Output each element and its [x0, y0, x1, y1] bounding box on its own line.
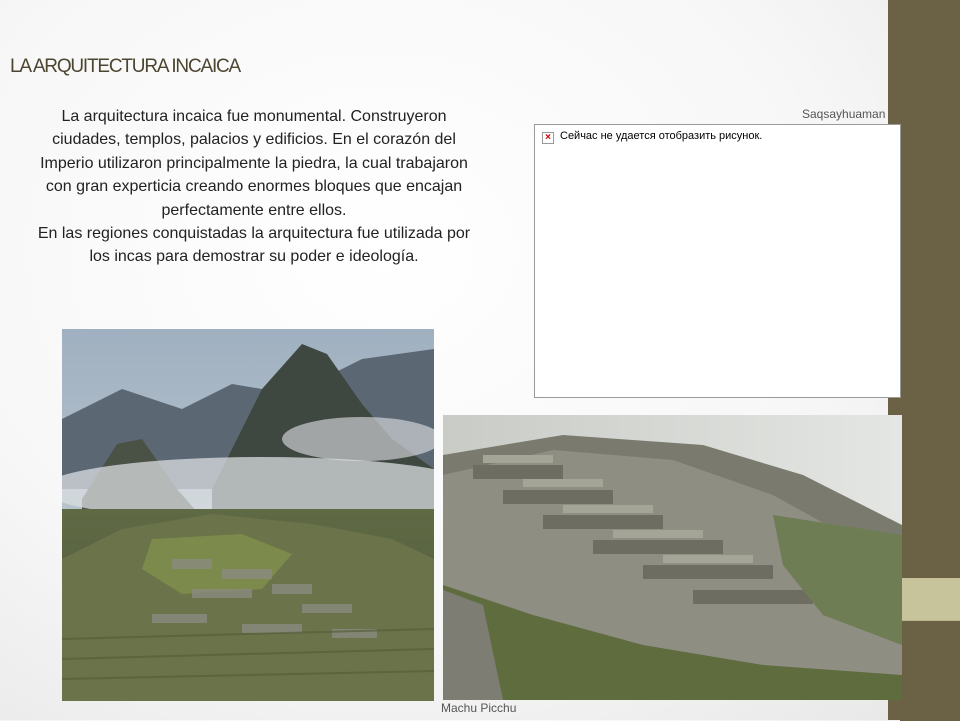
body-text: [30, 105, 478, 269]
broken-image-placeholder: [534, 124, 901, 398]
side-accent-block: [900, 578, 960, 620]
machu-picchu-ruins-photo: [443, 415, 902, 700]
body-paragraph-2: En las regiones conquistadas la arquitectura fue utilizada por los incas para demostrar su poder e ideología.: [37, 225, 471, 266]
machu-picchu-mountain-photo: [62, 329, 434, 701]
caption-machu-picchu: Machu Picchu: [441, 701, 517, 715]
slide-title: LA ARQUITECTURA INCAICA: [10, 56, 241, 77]
body-paragraph-1: La arquitectura incaica fue monumental. Construyeron ciudades, templos, palacios y edificios. En el corazón del Imperio utilizaron principalmente la piedra, la cual trabajaron con gran experticia creando enormes bloques que encajan perfectamente entre ellos.: [40, 108, 468, 219]
side-lower-block: [900, 620, 960, 721]
caption-saqsayhuaman: Saqsayhuaman: [802, 107, 886, 121]
broken-image-message: Сейчас не удается отобразить рисунок.: [560, 130, 763, 142]
broken-image-icon: ×: [542, 132, 554, 144]
